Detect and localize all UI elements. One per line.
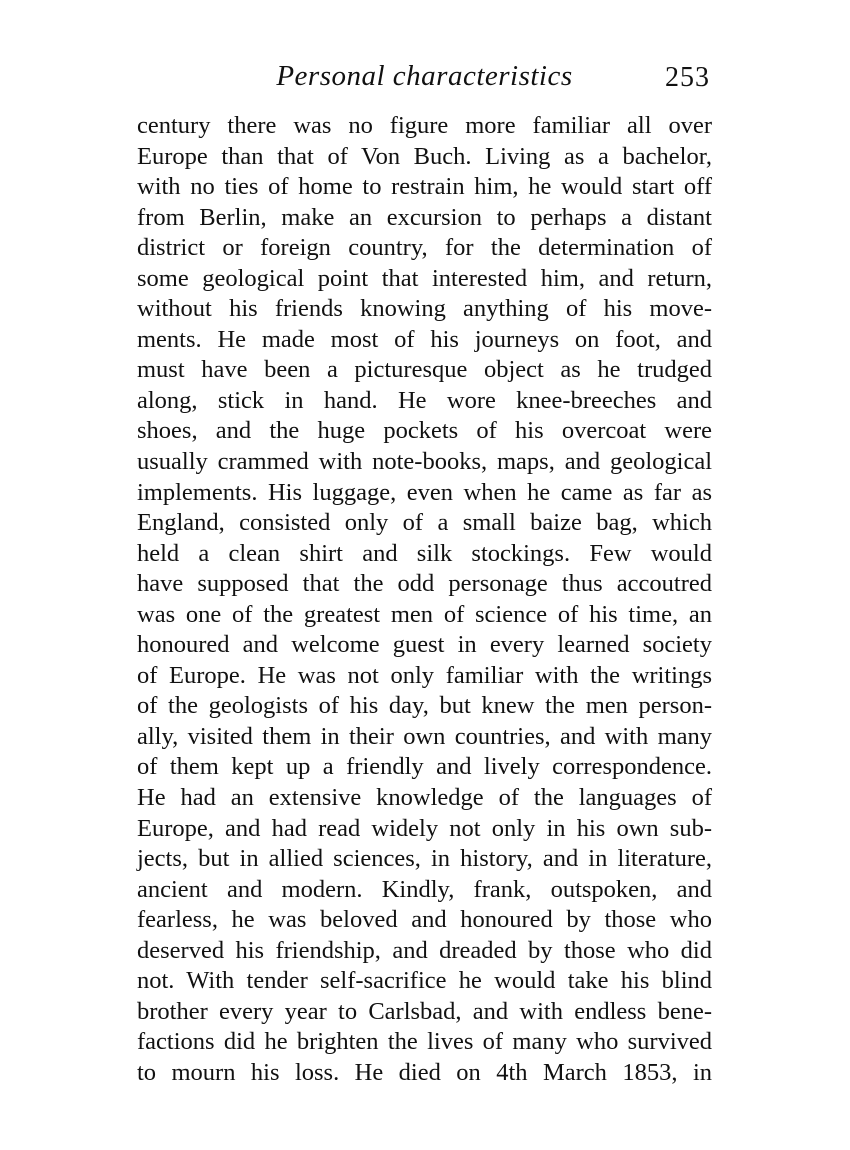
text-line: Europe, and had read widely not only in his own sub- (137, 814, 712, 842)
text-line: along, stick in hand. He wore knee-breeches and (137, 386, 712, 414)
text-line: honoured and welcome guest in every learned society (137, 631, 712, 659)
text-line: England, consisted only of a small baize bag, which (137, 509, 712, 537)
text-line: ally, visited them in their own countries, and with many (137, 722, 712, 750)
running-head (137, 60, 712, 100)
text-line: of Europe. He was not only familiar with the writings (137, 661, 712, 689)
text-line: fearless, he was beloved and honoured by those who (137, 906, 712, 934)
text-line: held a clean shirt and silk stockings. Few would (137, 539, 712, 567)
text-line: jects, but in allied sciences, in history, and in literature, (137, 845, 712, 873)
text-line: factions did he brighten the lives of many who survived (137, 1028, 712, 1056)
text-line: He had an extensive knowledge of the languages of (137, 784, 712, 812)
running-title: Personal characteristics (276, 60, 573, 92)
text-line: have supposed that the odd personage thus accoutred (137, 570, 712, 598)
text-line: Europe than that of Von Buch. Living as a bachelor, (137, 142, 712, 170)
text-line: deserved his friendship, and dreaded by those who did (137, 936, 712, 964)
text-line: century there was no figure more familiar all over (137, 112, 712, 139)
text-line: not. With tender self-sacrifice he would take his blind (137, 967, 712, 995)
text-line: district or foreign country, for the determination of (137, 234, 712, 262)
text-line: to mourn his loss. He died on 4th March 1853, in (137, 1058, 712, 1086)
text-line: must have been a picturesque object as he trudged (137, 356, 712, 384)
text-line: of the geologists of his day, but knew the men person- (137, 692, 712, 720)
text-line: brother every year to Carlsbad, and with endless bene- (137, 997, 712, 1025)
text-line: ments. He made most of his journeys on foot, and (137, 325, 712, 353)
text-line: shoes, and the huge pockets of his overcoat were (137, 417, 712, 445)
text-line: usually crammed with note-books, maps, and geological (137, 448, 712, 476)
text-line: was one of the greatest men of science of his time, an (137, 600, 712, 628)
body-text (137, 111, 712, 1089)
text-line: implements. His luggage, even when he came as far as (137, 478, 712, 506)
text-line: with no ties of home to restrain him, he would start off (137, 173, 712, 201)
text-line: of them kept up a friendly and lively correspondence. (137, 753, 712, 781)
page-number: 253 (665, 62, 710, 93)
text-line: some geological point that interested him, and return, (137, 264, 712, 292)
text-line: from Berlin, make an excursion to perhaps a distant (137, 203, 712, 231)
text-line: without his friends knowing anything of his move- (137, 295, 712, 323)
text-line: ancient and modern. Kindly, frank, outspoken, and (137, 875, 712, 903)
